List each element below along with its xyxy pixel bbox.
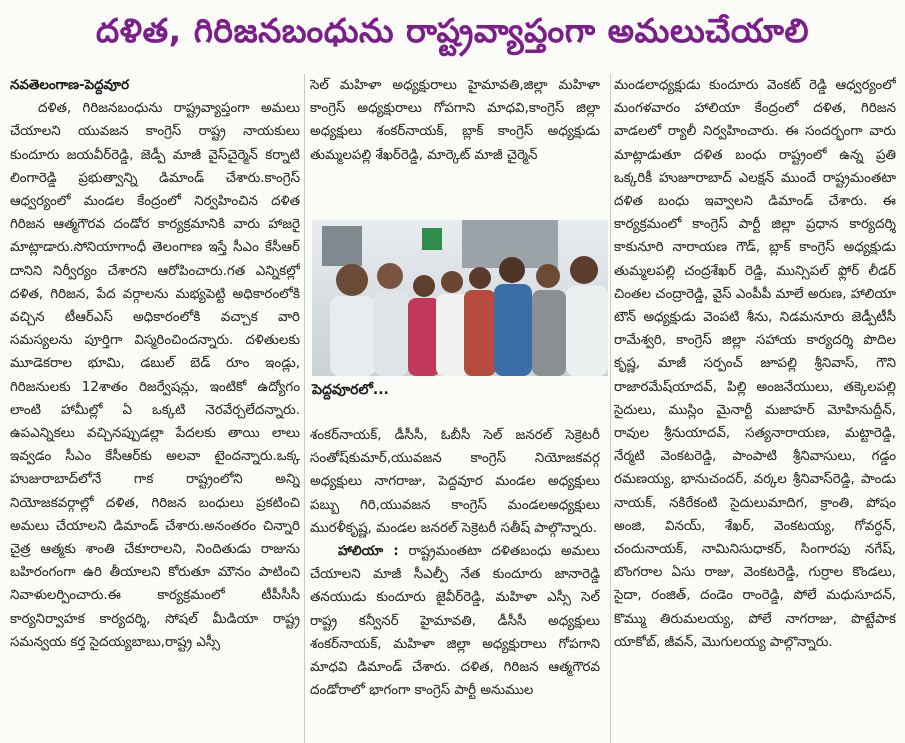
photo-caption: పెద్దవూరలో... xyxy=(312,382,389,398)
article-body-col2-bottom-b: రాష్ట్రమంతటా దళితబంధు అమలు చేయాలని మాజీ సీఎల్పీ నేత కుందూరు జానారెడ్డి తనయుడు కుందూరు జైవీర్‌రెడ్డి, మహిళా ఎస్సీ సెల్ రాష్ట్ర కన్వీనర్ హైమావతి, డీసీసీ అధ్యక్షులు శంకర్‌నాయక్, మహిళా జిల్లా అధ్యక్షురాలు గోపగాని మాధవి డిమాండ్ చేశారు. దళిత, గిరిజన ఆత్మగౌరవ దండోరాలో భాగంగా కాంగ్రెస్ పార్టీ అనుముల xyxy=(310,544,600,699)
page-headline: దళిత, గిరిజనబంధును రాష్ట్రవ్యాప్తంగా అమలుచేయాలి xyxy=(95,10,810,50)
photo-crowd-illustration xyxy=(312,220,608,376)
column-divider xyxy=(304,74,305,743)
dateline: నవతెలంగాణ-పెద్దవూర xyxy=(10,78,130,93)
article-column-1 xyxy=(10,74,300,743)
column-divider xyxy=(610,74,611,743)
article-column-2-bottom xyxy=(310,424,600,743)
article-body-col2-bottom-a: శంకర్‌నాయక్, డీసీసీ, ఓబీసీ సెల్ జనరల్ సెక్రెటరీ సంతోష్‌కుమార్,యువజన కాంగ్రెస్ నియోజకవర్గ అధ్యక్షులు నాగరాజు, పెద్దవూర మండల అధ్యక్షులు పబ్బు గిరి,యువజన కాంగ్రెస్ మండలఅధ్యక్షులు మురళీకృష్ణ, మండల జనరల్ సెక్రెటరీ సతీష్ పాల్గొన్నారు. xyxy=(310,428,600,536)
article-column-3 xyxy=(614,74,896,743)
article-column-2-top xyxy=(310,74,600,214)
article-body-col2-top: సెల్ మహిళా అధ్యక్షురాలు హైమావతి,జిల్లా మహిళా కాంగ్రెస్ అధ్యక్షురాలు గోపగాని మాధవి,కాంగ్రెస్ జిల్లా అధ్యక్షులు శంకర్‌నాయక్, బ్లాక్ కాంగ్రెస్ అధ్యక్షుడు తుమ్మలపల్లి శేఖర్‌రెడ్డి, మార్కెట్ మాజీ చైర్మెన్ xyxy=(310,78,600,163)
article-body-col3: మండలాధ్యక్షుడు కుందూరు వెంకట్ రెడ్డి ఆధ్వర్యంలో మంగళవారం హాలియా కేంద్రంలో దళిత, గిరిజన వాడలలో ర్యాలీ నిర్వహించారు. ఈ సందర్భంగా వారు మాట్లాడుతూ దళిత బంధు రాష్ట్రంలో ఉన్న ప్రతి ఒక్కరికీ హుజూరాబాద్ ఎలక్షన్ ముందే రాష్ట్రమంతటా దళిత బంధు ఇవ్వాలని డిమాండ్ చేశారు. ఈ కార్యక్రమంలో కాంగ్రెస్ పార్టీ జిల్లా ప్రధాన కార్యదర్శి కాకునూరి నారాయణ గౌడ్, బ్లాక్ కాంగ్రెస్ అధ్యక్షుడు తుమ్మలపల్లి చంద్రశేఖర్ రెడ్డి, మున్సిపల్ ఫ్లోర్ లీడర్ చింతల చంద్రారెడ్డి, వైస్ ఎంపీపీ మాలే అరుణ, హాలియా టౌన్ అధ్యక్షుడు వెంపటి శీను, నిడమనూరు జెడ్పీటీసీ రామేశ్వరి, కాంగ్రెస్ జిల్లా సహాయ కార్యదర్శి పొదిల కృష్ణ, మాజీ సర్పంచ్ జూపల్లి శ్రీనివాస్, గౌని రాజారమేష్‌యాదవ్, పిల్లి అంజనేయులు, తక్కెలపల్లి సైదులు, ముస్లిం మైనార్టీ మజాహర్ మోహినుద్దీన్, రావుల శ్రీనుయాదవ్, సత్యనారాయణ, మట్టారెడ్డి, నేర్మటి వెంకటరెడ్డి, పాంపాటి శ్రీనివాసులు, గడ్డం రమణయ్య, భానుచందర్, వర్కల శ్రీనివాస్‌రెడ్డి, పాండు నాయక్, నకిరేకంటి సైదులుమాదిగ, క్రాంతి, పోషం అంజి, వినయ్, శేఖర్, వెంకటయ్య, గోవర్ధన్, చందునాయక్, నామినిసుధాకర్, సింగారపు నగేష్, బొంగరాల ఏసు రాజు, వెంకటరెడ్డి, గుర్రాల కొండలు, సైదా, రంజిత్, దండెం రాంరెడ్డి, పోలే మధుసూదన్, కొమ్ము తిరుమలయ్య, పోలే నాగరాజు, పొట్టేపాక యాకోబ్, జీవన్, మొగులయ్య పాల్గొన్నారు. xyxy=(614,78,896,650)
news-photo xyxy=(312,220,608,376)
article-body-col1: దళిత, గిరిజనబంధును రాష్ట్రవ్యాప్తంగా అమలు చేయాలని యువజన కాంగ్రెస్ రాష్ట్ర నాయకులు కుందూరు జయవీర్‌రెడ్డి, జెడ్పీ మాజీ వైస్‌చైర్మెన్ కర్నాటి లింగారెడ్డి ప్రభుత్వాన్ని డిమాండ్ చేశారు.కాంగ్రెస్ ఆధ్వర్యంలో మండల కేంద్రంలో నిర్వహించిన దళిత గిరిజన ఆత్మగౌరవ దండోర కార్యక్రమానికి వారు హాజరై మాట్లాడారు.సోనియాగాంధీ తెలంగాణ ఇస్తే సీఎం కేసీఆర్ దానిని నిర్వీర్యం చేశారని ఆరోపించారు.గత ఎన్నికల్లో దళిత, గిరిజన, పేద వర్గాలను మభ్యపెట్టి అధికారంలోకి వచ్చిన టీఆర్ఎస్ అధికారంలోకి వచ్చాక వారి సమస్యలను పూర్తిగా విస్మరించిందన్నారు. దళితులకు మూడెకరాల భూమి, డబుల్ బెడ్ రూం ఇండ్లు, గిరిజనులకు 12శాతం రిజర్వేషన్లు, ఇంటికో ఉద్యోగం లాంటి హామీల్లో ఏ ఒక్కటి నెరవేర్చలేదన్నారు. ఉపఎన్నికలు వచ్చినప్పుడల్లా పేదలకు తాయి లాలు ఇవ్వడం సీఎం కేసీఆర్‌కు అలవా టైందన్నారు.ఒక్క హుజురాబాద్‌లోనే గాక రాష్ట్రంలోని అన్ని నియోజకవర్గాల్లో దళిత, గిరిజన బంధులు ప్రకటించి అమలు చేయాలని డిమాండ్ చేశారు.అనంతరం చిన్నారి చైత్ర ఆత్మకు శాంతి చేకూరాలని, నిందితుడు రాజును బహిరంగంగా ఉరి తీయాలని కోరుతూ మౌనం పాటించి నివాళులర్పించారు.ఈ కార్యక్రమంలో టీపీసీసీ కార్యనిర్వాహక కార్యదర్శి, సోషల్ మీడియా రాష్ట్ర సమన్వయ కర్త సైదయ్యబాబు,రాష్ట్ర ఎస్సీ xyxy=(10,101,300,650)
subhead-haliya: హాలియా : xyxy=(338,544,399,560)
